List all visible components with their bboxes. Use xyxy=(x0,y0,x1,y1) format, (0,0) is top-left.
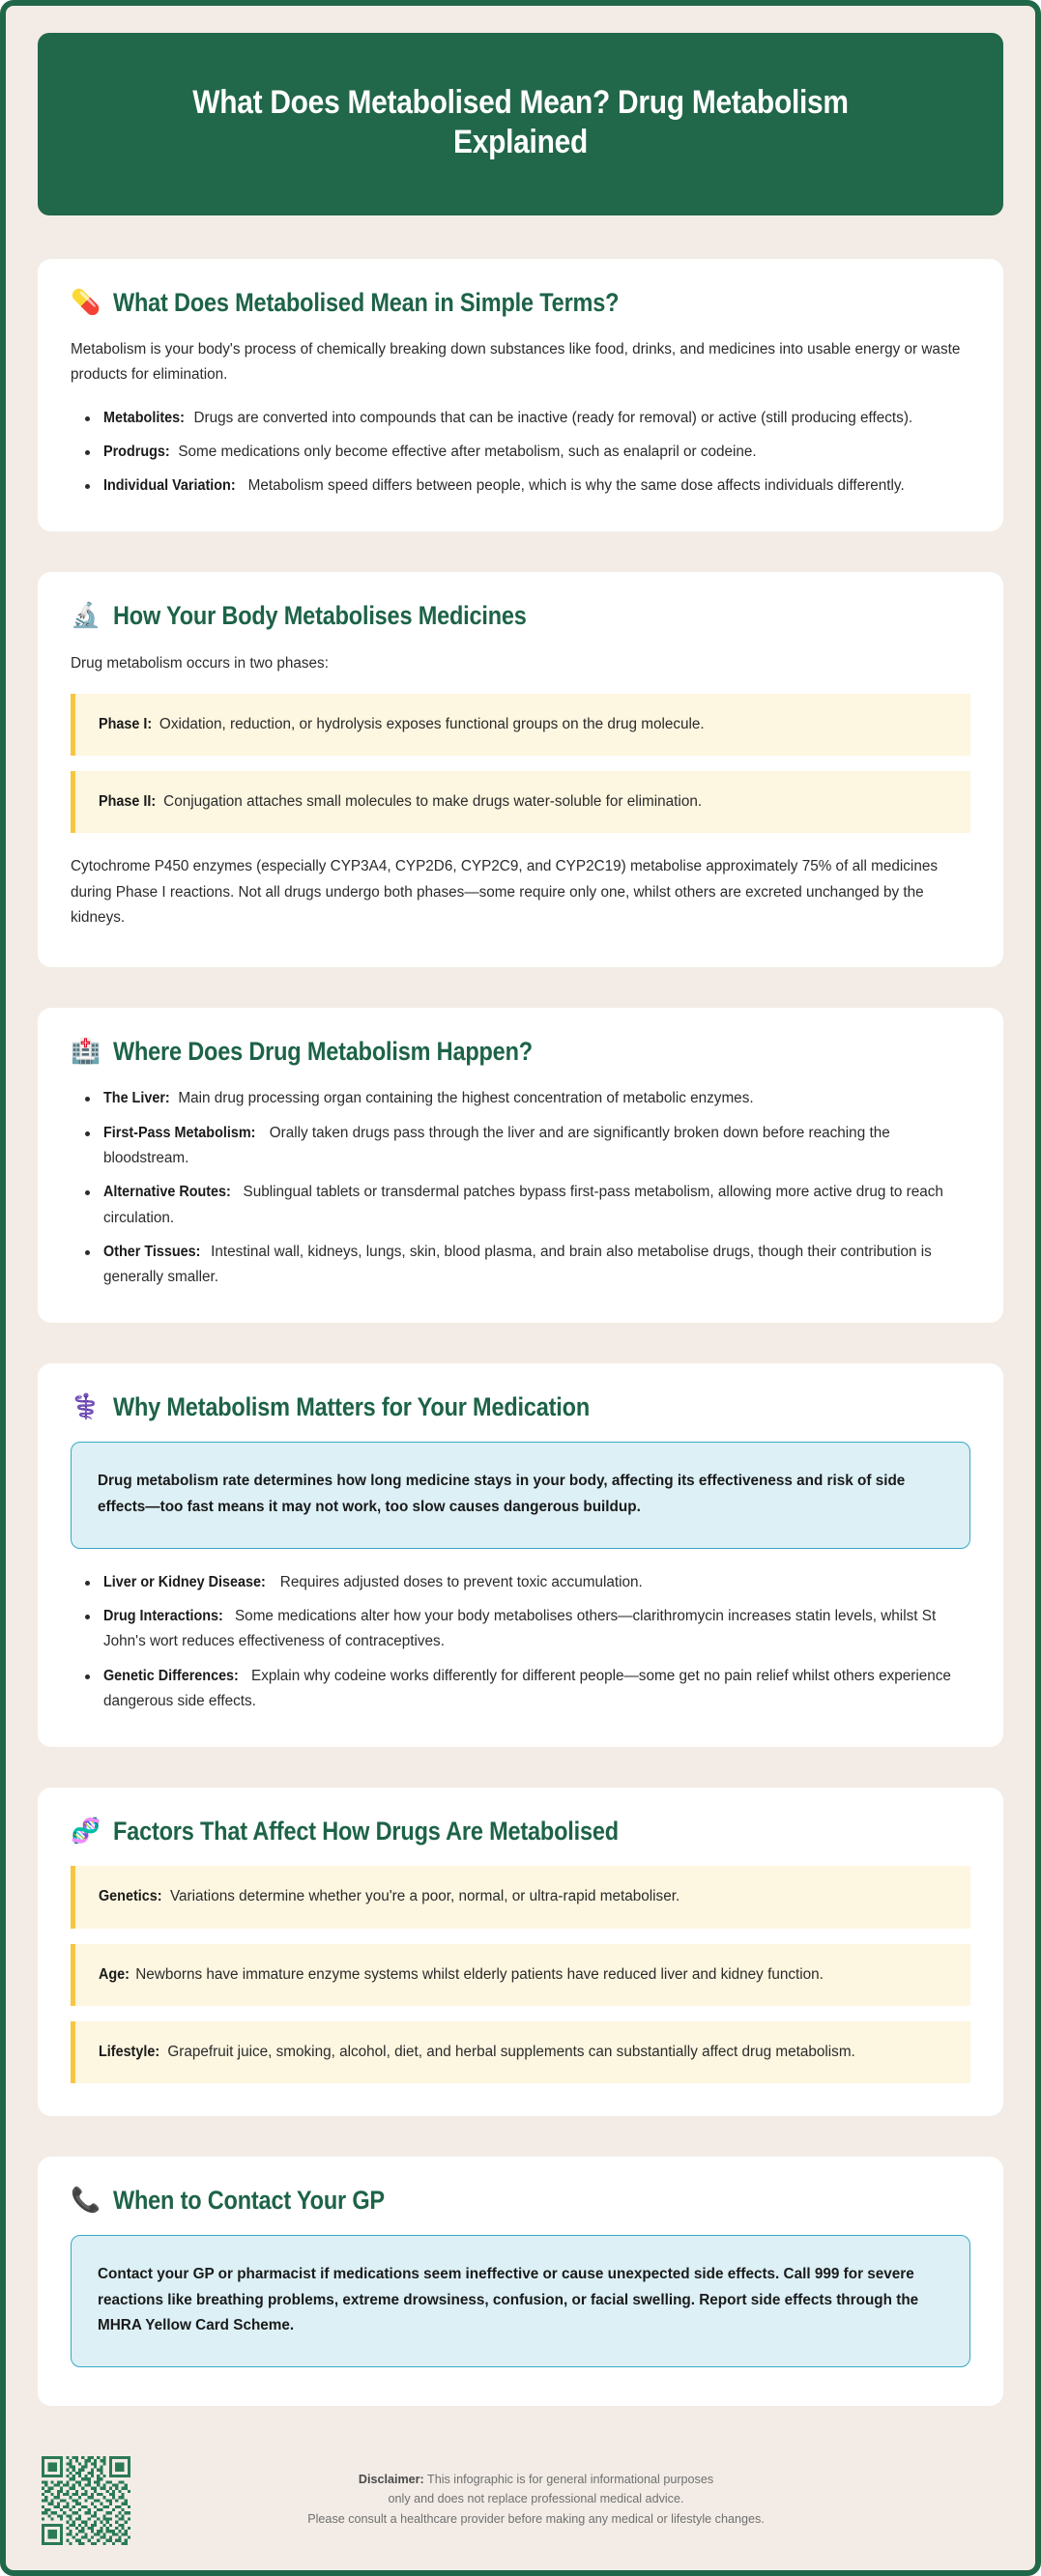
bullet-list-where-happens xyxy=(71,1086,970,1290)
telephone-icon: 📞 xyxy=(71,2187,101,2215)
section-outro-paragraph: Cytochrome P450 enzymes (especially CYP3A4, CYP2D6, CYP2C9, and CYP2C19) metabolise approximately 75% of all medicines during Phase I reactions. Not all drugs undergo both phases—some require only one, whilst others are excreted unchanged by the kidneys. xyxy=(71,858,938,926)
highlight-callout-why-matters: Drug metabolism rate determines how long medicine stays in your body, affecting its effectiveness and risk of side effects—too fast means it may not work, too slow causes dangerous buildup. xyxy=(71,1442,970,1548)
callout-text: Newborns have immature enzyme systems whilst elderly patients have reduced liver and kidney function. xyxy=(131,1965,824,1983)
callout-age xyxy=(71,1944,970,2006)
header-banner xyxy=(38,33,1003,215)
callout-lifestyle xyxy=(71,2021,970,2083)
callout-label: Phase II: xyxy=(99,793,157,811)
bullet-label: The Liver: xyxy=(103,1090,170,1107)
bullet-label: Individual Variation: xyxy=(103,477,236,495)
section-title-how-body-metabolises: How Your Body Metabolises Medicines xyxy=(113,601,527,631)
section-card-simple-terms xyxy=(38,259,1003,532)
dna-icon: 🧬 xyxy=(71,1818,101,1846)
bullet-text: Drugs are converted into compounds that can be inactive (ready for removal) or active (still producing effects). xyxy=(189,409,913,426)
callout-genetics xyxy=(71,1866,970,1928)
footer xyxy=(38,2447,1003,2570)
callout-text: Variations determine whether you're a poor, normal, or ultra-rapid metaboliser. xyxy=(165,1888,680,1905)
section-card-why-matters xyxy=(38,1363,1003,1747)
disclaimer-line-1: This infographic is for general informational purposes xyxy=(423,2472,714,2486)
section-header xyxy=(71,601,970,631)
callout-text: Conjugation attaches small molecules to make drugs water-soluble for elimination. xyxy=(159,793,703,811)
highlight-callout-contact-gp: Contact your GP or pharmacist if medications seem ineffective or cause unexpected side effects. Call 999 for severe reactions like breathing problems, extreme drowsiness, confusion, or facial swelling. Report side effects through the MHRA Yellow Card Scheme. xyxy=(71,2235,970,2367)
section-title-simple-terms: What Does Metabolised Mean in Simple Terms? xyxy=(113,287,620,317)
bullet-text: Metabolism speed differs between people, which is why the same dose affects individuals differently. xyxy=(244,477,905,495)
section-intro-paragraph: Drug metabolism occurs in two phases: xyxy=(71,654,329,672)
medical-staff-icon: ⚕️ xyxy=(71,1393,101,1421)
section-header xyxy=(71,1817,970,1846)
section-card-factors xyxy=(38,1788,1003,2116)
list-item xyxy=(74,406,970,431)
list-item xyxy=(74,1604,970,1655)
section-card-how-body-metabolises xyxy=(38,572,1003,967)
amber-callout-group xyxy=(71,694,970,834)
bullet-text: Orally taken drugs pass through the liver and are significantly broken down before reaching the bloodstream. xyxy=(103,1124,890,1166)
bullet-label: Prodrugs: xyxy=(103,443,170,460)
bullet-list-simple-terms xyxy=(71,406,970,500)
section-title-why-matters: Why Metabolism Matters for Your Medication xyxy=(113,1392,591,1422)
list-item xyxy=(74,1664,970,1715)
amber-callout-group xyxy=(71,1866,970,2083)
microscope-icon: 🔬 xyxy=(71,602,101,630)
section-title-where-happens: Where Does Drug Metabolism Happen? xyxy=(113,1037,533,1067)
bullet-label: Alternative Routes: xyxy=(103,1184,231,1201)
bullet-text: Main drug processing organ containing the highest concentration of metabolic enzymes. xyxy=(174,1090,754,1107)
hospital-icon: 🏥 xyxy=(71,1038,101,1066)
callout-label: Age: xyxy=(99,1965,130,1983)
callout-phase-one xyxy=(71,694,970,756)
bullet-list-why-matters xyxy=(71,1570,970,1714)
bullet-label: Metabolites: xyxy=(103,409,185,426)
callout-label: Genetics: xyxy=(99,1888,162,1905)
bullet-text: Requires adjusted doses to prevent toxic accumulation. xyxy=(275,1573,643,1590)
bullet-label: Genetic Differences: xyxy=(103,1667,239,1684)
section-card-where-happens xyxy=(38,1008,1003,1323)
bullet-text: Explain why codeine works differently for different people—some get no pain relief whilst others experience dangerous side effects. xyxy=(103,1667,951,1709)
list-item xyxy=(74,1086,970,1111)
list-item xyxy=(74,1180,970,1231)
section-header xyxy=(71,288,970,318)
callout-text: Oxidation, reduction, or hydrolysis exposes functional groups on the drug molecule. xyxy=(155,715,705,732)
callout-label: Phase I: xyxy=(99,715,153,732)
bullet-text: Some medications alter how your body metabolises others—clarithromycin increases statin levels, whilst St John's wort reduces effectiveness of contraceptives. xyxy=(103,1607,937,1650)
section-card-contact-gp xyxy=(38,2157,1003,2406)
section-header xyxy=(71,1392,970,1422)
callout-phase-two xyxy=(71,771,970,833)
section-title-factors: Factors That Affect How Drugs Are Metabolised xyxy=(113,1817,619,1846)
list-item xyxy=(74,440,970,465)
disclaimer-line-2: only and does not replace professional medical advice. xyxy=(388,2492,684,2506)
section-header xyxy=(71,2186,970,2216)
bullet-label: Other Tissues: xyxy=(103,1243,201,1260)
disclaimer-line-3: Please consult a healthcare provider before making any medical or lifestyle changes. xyxy=(307,2511,765,2526)
bullet-label: First-Pass Metabolism: xyxy=(103,1124,256,1141)
callout-text: Grapefruit juice, smoking, alcohol, diet, and herbal supplements can substantially affect drug metabolism. xyxy=(163,2043,855,2060)
list-item xyxy=(74,1570,970,1595)
disclaimer-label: Disclaimer: xyxy=(358,2472,424,2486)
bullet-label: Liver or Kidney Disease: xyxy=(103,1573,266,1590)
bullet-text: Some medications only become effective after metabolism, such as enalapril or codeine. xyxy=(174,443,757,460)
bullet-text: Sublingual tablets or transdermal patches bypass first-pass metabolism, allowing more active drug to reach circulation. xyxy=(103,1184,943,1226)
bullet-text: Intestinal wall, kidneys, lungs, skin, blood plasma, and brain also metabolise drugs, though their contribution is generally smaller. xyxy=(103,1243,932,1286)
list-item xyxy=(74,1121,970,1172)
list-item xyxy=(74,473,970,499)
section-header xyxy=(71,1037,970,1067)
disclaimer-text xyxy=(150,2456,999,2529)
list-item xyxy=(74,1240,970,1291)
qr-code[interactable] xyxy=(42,2456,130,2545)
pill-icon: 💊 xyxy=(71,288,101,316)
callout-label: Lifestyle: xyxy=(99,2043,160,2060)
page-title: What Does Metabolised Mean? Drug Metabolism Explained xyxy=(192,84,849,161)
section-intro-paragraph: Metabolism is your body's process of chemically breaking down substances like food, drinks, and medicines into usable energy or waste products for elimination. xyxy=(71,340,961,384)
section-title-contact-gp: When to Contact Your GP xyxy=(113,2186,385,2216)
bullet-label: Drug Interactions: xyxy=(103,1607,223,1624)
